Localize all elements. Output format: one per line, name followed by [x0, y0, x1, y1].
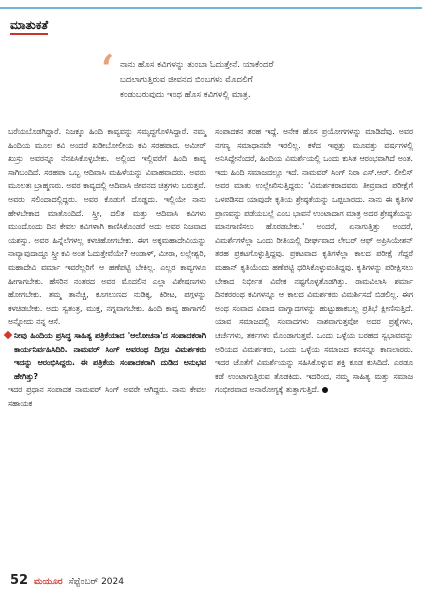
interview-question: [8, 329, 206, 383]
body-paragraph: [215, 125, 413, 397]
header-bar: [0, 0, 422, 36]
page-number: 52: [10, 573, 29, 588]
end-mark-icon: [322, 387, 328, 393]
left-column: [8, 125, 206, 410]
body-paragraph: ಬರೆಯಬೊಡಗಿದ್ದಾರೆ. ನಿಜಕ್ಕೂ ಹಿಂದಿ ಕಾವ್ಯವನ್ನು ಸಮೃದ್ಧಗೊಳಿಸಿದ್ದಾರೆ. ನಮ್ಮ ಹಿಂದಿಯ ಮೂಲ ಕವಿ ಅಂದರೆ ಖಡೀಬೋಲೀಯ ಕವಿ ಸರಹಪಾದ. ಅಮೀರ್ ಖುಸ್ರು ಅವರನ್ನೂ ನೆನಪಿಸಿಕೊಳ್ಳಬೇಕು. ಅಲ್ಲಿಂದ ಇಲ್ಲಿವರೆಗೆ ಹಿಂದಿ ಕಾವ್ಯ ಸಾಗಿಬಂದಿದೆ. ಸರಹಪಾ ಒಬ್ಬ ಆದಿವಾಸಿ ಮಹಿಳೆಯನ್ನು ವಿವಾಹವಾದರು. ಅವರು ಮೂಲತಃ ಬ್ರಾಹ್ಮಣರು. ಅವರ ಕಾವ್ಯದಲ್ಲಿ ಆದಿವಾಸಿ ಜೀವನದ ಚಿತ್ರಗಳು ಬರುತ್ತವೆ. ಅವರು ಸಲಿಂದಾದಲ್ಲಿದ್ದರು. ಅವರ ಕೊಡುಗೆ ದೊಡ್ಡದು. ಇಲ್ಲಿಯೇ ನಾನು ಹೇಳಬೇಕಾದ ಮಾತೊಂದಿದೆ. ಸ್ತ್ರೀ, ದಲಿತ ಮತ್ತು ಆದಿವಾಸಿ ಕವಿಗಳು ಮುಂದೊಂದು ದಿನ ಕೇವಲ ಕವಿಗಳಾಗಿ ಕಾಣಿಸಿಕೊಂಡರೆ ಅದು ಅವರ ನಿಜವಾದ ಯಶಸ್ಸು. ಅವರ ಹಿನ್ನೆಲೆಗಳಲ್ಲ ಕಳಚಿಹೋಗಬೇಕು. ಈಗ ಅಕ್ಕಮಹಾದೇವಿಯನ್ನು ನಾವ್ಯಾವುದಾದ್ದೂ ಸ್ತ್ರೀ ಕವಿ ಅಂತ ಓದುತ್ತೇವೆಯೇ? ಆಂಡಾಳ್, ಮೀರಾ, ಲಲ್ಲೇಶ್ವರಿ, ಮಹಾದೇವಿ ವರ್ಮಾ ಇವರೆಲ್ಲರಿಗೆ ಆ ಹಣೆಪಟ್ಟಿ ಬೇಕಿಲ್ಲ. ಎಲ್ಲರ ಕಾವ್ಯಗಳೂ ಹೀಗಾಗಬೇಕು. ಹೆಸರಿನ ನಂತರದ ಅವರ ಮೊದಲಿನ ಎಲ್ಲಾ ವಿಶೇಷಣಗಳು ಹೋಗಬೇಕು. ತಮ್ಮ ತಾನೆಚ್ಚ, ಕೂಗಲುಣದ ನುಡಿಕ್ಕ, ಕಿರೀಟ, ಪಗ್ಗಳನ್ನು ಕಳಚಿಡಬೇಕು. ಅದು ಸ್ವತಂತ್ರ, ಮುಕ್ತ, ನಗ್ನವಾಗಬೇಕು. ಹಿಂದಿ ಕಾವ್ಯ ಹಾಗಾಗಲಿ ಅನ್ನೋದು ನನ್ನ ಆಸೆ.: [8, 127, 206, 327]
diamond-bullet-icon: [4, 331, 12, 339]
body-paragraph: ಇದರ ಪ್ರಧಾನ ಸಂಪಾದಕ ನಾಮವರ್ ಸಿಂಗ್ ಅವರೇ ಆಗಿದ್ದರು. ನಾನು ಕೇವಲ ಸಹಾಯಕ: [8, 385, 206, 408]
quote-mark-icon: ‘: [101, 46, 115, 91]
issue-date: ಸೆಪ್ಟೆಂಬರ್ 2024: [68, 577, 124, 587]
pull-quote-line: ನಾನು ಹೊಸ ಕವಿಗಳನ್ನು ತುಂಬಾ ಓದುತ್ತೇನೆ. ಯಾಕೆಂದರೆ: [120, 60, 274, 70]
header-stripe: [0, 7, 422, 9]
page-footer: [10, 573, 124, 588]
answer-text: ಸಂಪಾದಕನ ತರಹ ಇದ್ದೆ. ಅನೇಕ ಹೊಸ ಪ್ರಯೋಗಗಳನ್ನು ಮಾಡಿದೆವು. ಅವರ ನಗಣ್ಯ ಸಮಾಧಾನವೇ ಇರಲಿಲ್ಲ. ಕಳೆದ ಇಪ್ಪತ್ತು ಮೂವತ್ತು ವರ್ಷಗಳಲ್ಲಿ ಅನಿಸಿದ್ದೇನೆಂದರೆ, ಹಿಂದಿಯ ವಿಮರ್ಶೆಯಲ್ಲಿ ಒಂದು ಕುಸಿತ ಆರಂಭವಾಗಿದೆ ಅಂತ. ಇದು ಹಿಂದಿ ಸಮಾಜದಲ್ಲೂ ಇದೆ. ನಾಮವರ್ ಸಿಂಗ್ ನಿರಾ ಎಸ್.ಆರ್. ಲೀಲಿಸ್ ಅವರ ಮಾತು ಉಲ್ಲೇಖಿಸುತ್ತಿದ್ದರು: 'ವಿಮರ್ಶಕರಾದವರು ತೀವ್ರವಾದ ಪರೀಕ್ಷೆಗೆ ಒಳಪಡಿಸದ ಯಾವುದೇ ಕೃತಿಯ ಶ್ರೇಷ್ಠತೆಯನ್ನು ಒಪ್ಪಬಾರದು. ನಾನು ಈ ಕೃತಿಗಳ ಪ್ರಾಣವನ್ನು ಪಡೆಯಬಲ್ಲೆ ಎಂಬ ಭಾವನೆ ಉಂಟಾದಾಗ ಮಾತ್ರ ಅದರ ಶ್ರೇಷ್ಠತೆಯನ್ನು ಮಾನಗಾಣಿಸಲು ಹೊರಡಬೇಕು.' ಅಂದರೆ, ಏನಾಗುತ್ತಿತ್ತು ಅಂದರೆ, ವಿಮರ್ಶೆಗಳೆಲ್ಲಾ ಒಂದು ರೀತಿಯಲ್ಲಿ ದೀರ್ಘವಾದ ಲೇಬರ್ ಆಫ್ ಅಪ್ರಿಸಿಯೇಶನ್ ತರಹ ಪ್ರಕಟಗೊಳ್ಳುತ್ತಿದ್ದವು. ಪ್ರಕಟವಾದ ಕೃತಿಗಳೆಲ್ಲಾ ಕಾಲದ ಪರೀಕ್ಷೆ ಗೆದ್ದರೆ ಮಹಾನ್ ಕೃತಿಯೆಂದು ಹಣೆಪಟ್ಟಿ ಧರಿಸಿಕೊಳ್ಳುವಂತಿದ್ದವು. ಕೃತಿಗಳನ್ನು ಪರೀಕ್ಷಿಸಲು ಬೇಕಾದ ನಿರ್ಭೀತ ವಿವೇಕ ನಷ್ಟಗೊಳ್ಳತೊಡಗಿತ್ತು. ರಾಮವಿಲಾಸಿ ಶರ್ಮಾ ದಿನಕರರಂಥ ಕವಿಗಳನ್ನೂ ಆ ಕಾಲದ ವಿಮರ್ಶಕರು ವಿಮರ್ಶಿಸದೆ ಬಿಡಲಿಲ್ಲ. ಈಗ ಅಂಥ ಸಂವಾದ ವಿವಾದ ವಾಗ್ವಾದಗಳನ್ನು ಹುಟ್ಟುಹಾಕಬಲ್ಲ ಪ್ರತಿಭೆ ಕ್ಷೀಣಿಸುತ್ತಿದೆ. ಯಾವ ಸಮಾಜದಲ್ಲಿ ಸಂವಾದಗಳು ನಾಶವಾಗುತ್ತವೋ ಅದರ ಪ್ರಶ್ನೆಗಳು, ಚರ್ಚೆಗಳು, ತರ್ಕಗಳು ಮೊಂಡಾಗುತ್ತವೆ. ಒಂದು ಒಳ್ಳೆಯ ಬರಹದ ಸ್ವಭಾವವನ್ನು ಅರಿಯದ ವಿಮರ್ಶಕರು, ಒಂದು ಒಳ್ಳೆಯ ಸಮಾಜದ ಕನಸನ್ನೂ ಕಾಣಲಾರರು. ಇದರ ಜೊತೆಗೆ ವಿಮರ್ಶೆಯನ್ನು ಸಹಿಸಿಕೊಳ್ಳುವ ಶಕ್ತಿ ಕೂಡ ಕುಸಿದಿದೆ. ಎರಡೂ ಕಡೆ ಉಂಟಾಗುತ್ತಿರುವ ತೊಡಕಿದು. ಇದರಿಂದ, ನಮ್ಮ ಸಾಹಿತ್ಯ ಮತ್ತು ಸಮಾಜ ಗಂಭೀರವಾದ ಅನಾರೋಗ್ಯಕ್ಕೆ ತುತ್ತಾಗುತ್ತಿದೆ.: [215, 127, 413, 395]
section-label: ಮಾತುಕತೆ: [10, 18, 48, 35]
pull-quote-line: ಕಂಡುಬರುವುದು ಇಂಥ ಹೊಸ ಕವಿಗಳಲ್ಲಿ ಮಾತ್ರ.: [120, 90, 251, 100]
question-text: ನೀವು ಹಿಂದಿಯ ಪ್ರಸಿದ್ಧ ಸಾಹಿತ್ಯ ಪತ್ರಿಕೆಯಾದ 'ಆಲೋಚನಾ'ದ ಸಂಪಾದಕರಾಗಿ ಕಾರ್ಯನಿರ್ವಹಿಸಿದಿರಿ. ನಾಮವರ್ ಸಿಂಗ್ ಅವರಂಥ ದಿಗ್ಗಜ ವಿಮರ್ಶಕರು ಇದನ್ನು ಆರಂಭಿಸಿದ್ದರು. ಈ ಪತ್ರಿಕೆಯ ಸಂಪಾದಕರಾಗಿ ದುಡಿದ ಅನುಭವ ಹೇಗಿತ್ತು?: [14, 330, 206, 381]
pull-quote-line: ಬದಲಾಗುತ್ತಿರುವ ಜೀವನದ ಬಿಂಬಗಳು ಮೊದಲಿಗೆ: [120, 75, 253, 85]
magazine-name: ಮಯೂರ: [33, 577, 63, 587]
right-column: [215, 125, 413, 397]
pull-quote: [120, 58, 410, 103]
